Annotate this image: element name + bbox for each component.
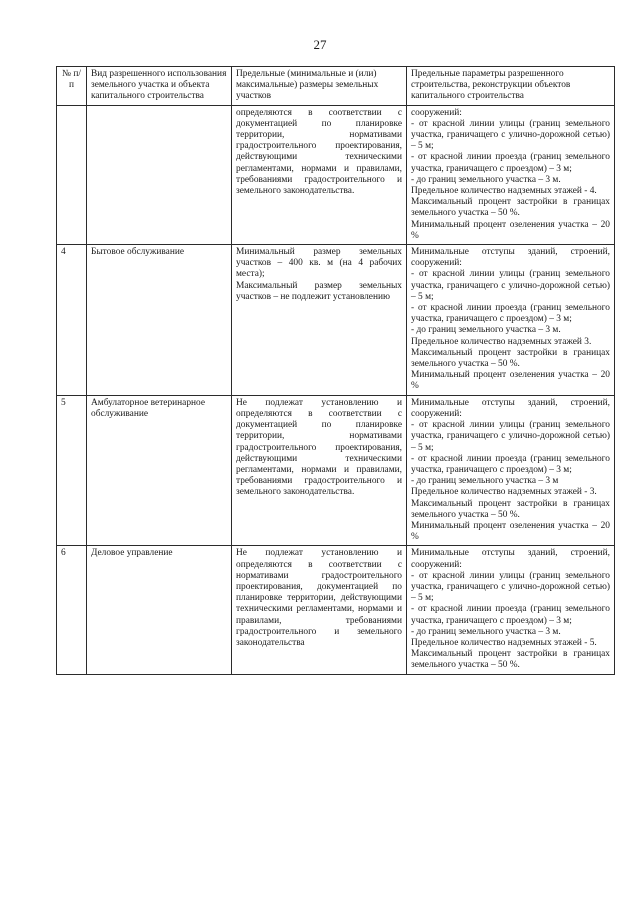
build-param-line: Предельное количество надземных этажей - 4. [411, 186, 597, 197]
build-param-line: Максимальный процент застройки в границах земельного участка – 50 %. [411, 347, 610, 370]
row-number: 6 [57, 546, 87, 674]
plot-size-paragraph: Максимальный размер земельных участков – не подлежит установлению [236, 280, 402, 302]
build-param-line: Минимальный процент озеленения участка – 20 % [411, 219, 610, 241]
plot-size-paragraph: Минимальный размер земельных участков – 400 кв. м (на 4 рабочих места); [236, 247, 402, 280]
build-param-line: - от красной линии проезда (границ земельного участка, граничащего с проездом) – 3 м; [411, 604, 610, 626]
plot-sizes [232, 546, 407, 674]
plot-sizes [232, 105, 407, 244]
use-type-name [87, 105, 232, 244]
build-params [407, 105, 615, 244]
build-param-line: - от красной линии улицы (границ земельного участка, граничащего с улично-дорожной сетью) – 5 м; [411, 570, 610, 604]
build-param-line: Предельное количество надземных этажей - 3. [411, 487, 597, 498]
header-build-params: Предельные параметры разрешенного строительства, реконструкции объектов капитального строительства [407, 67, 615, 106]
build-param-line: Минимальный процент озеленения участка – 20 % [411, 370, 610, 392]
header-number: № п/п [57, 67, 87, 106]
table-row [57, 105, 615, 244]
build-param-line: Предельное количество надземных этажей - 5. [411, 637, 597, 648]
table-row [57, 546, 615, 674]
build-params [407, 395, 615, 546]
use-type-name: Деловое управление [87, 546, 232, 674]
row-number: 5 [57, 395, 87, 546]
build-param-line: - от красной линии улицы (границ земельного участка, граничащего с улично-дорожной сетью) – 5 м; [411, 118, 610, 152]
build-param-line: Предельное количество надземных этажей 3. [411, 336, 592, 347]
build-params [407, 245, 615, 396]
build-param-line: - до границ земельного участка – 3 м. [411, 626, 561, 637]
build-param-line: - от красной линии улицы (границ земельного участка, граничащего с улично-дорожной сетью) – 5 м; [411, 269, 610, 302]
page-number: 27 [313, 37, 327, 52]
use-type-name: Бытовое обслуживание [87, 245, 232, 396]
build-param-line: Максимальный процент застройки в границах земельного участка – 50 %. [411, 649, 610, 671]
table-header-row [57, 67, 615, 106]
build-param-line: Минимальные отступы зданий, строений, сооружений: [411, 548, 610, 570]
row-number [57, 105, 87, 244]
build-param-line: сооружений: [411, 107, 462, 118]
build-param-line: Минимальные отступы зданий, строений, сооружений: [411, 247, 610, 269]
build-param-line: - от красной линии проезда (границ земельного участка, граничащего с проездом) – 3 м; [411, 152, 610, 174]
build-param-line: Минимальный процент озеленения участка – 20 % [411, 520, 610, 543]
build-param-line: Максимальный процент застройки в границах земельного участка – 50 %. [411, 498, 610, 520]
build-param-line: - до границ земельного участка – 3 м. [411, 325, 561, 336]
plot-sizes [232, 245, 407, 396]
table-row [57, 395, 615, 546]
table-row [57, 245, 615, 396]
build-param-line: - от красной линии проезда (границ земельного участка, граничащего с проездом) – 3 м; [411, 303, 610, 325]
build-param-line: - от красной линии проезда (границ земельного участка, граничащего с проездом) – 3 м; [411, 453, 610, 475]
build-param-line: - до границ земельного участка – 3 м [411, 476, 559, 487]
plot-size-paragraph: Не подлежат установлению и определяются в соответствии с нормативами градостроительного проектирования, документацией по планировке территории, действующими техническими регламентами, нормами и правилами, требованиями градостроительного и земельного законодательства [236, 548, 402, 648]
build-param-line: - до границ земельного участка – 3 м. [411, 174, 561, 185]
build-params [407, 546, 615, 674]
regulations-table [56, 66, 615, 675]
use-type-name: Амбулаторное ветеринарное обслуживание [87, 395, 232, 546]
plot-sizes [232, 395, 407, 546]
build-param-line: Минимальные отступы зданий, строений, сооружений: [411, 397, 610, 419]
build-param-line: - от красной линии улицы (границ земельного участка, граничащего с улично-дорожной сетью) – 5 м; [411, 420, 610, 453]
header-plot-sizes: Предельные (минимальные и (или) максимальные) размеры земельных участков [232, 67, 407, 106]
build-param-line: Максимальный процент застройки в границах земельного участка – 50 %. [411, 197, 610, 219]
plot-size-paragraph: Не подлежат установлению и определяются в соответствии с документацией по планировке территории, нормативами градостроительного проектирования, действующими техническими регламентами, нормами и правилами, требованиями градостроительного и земельного законодательства. [236, 397, 402, 498]
header-use-type: Вид разрешенного использования земельного участка и объекта капитального строительства [87, 67, 232, 106]
row-number: 4 [57, 245, 87, 396]
plot-size-paragraph: определяются в соответствии с документацией по планировке территории, нормативами градостроительного проектирования, действующими техническими регламентами, нормами и правилами, требованиями градостроительного и земельного законодательства. [236, 107, 402, 197]
